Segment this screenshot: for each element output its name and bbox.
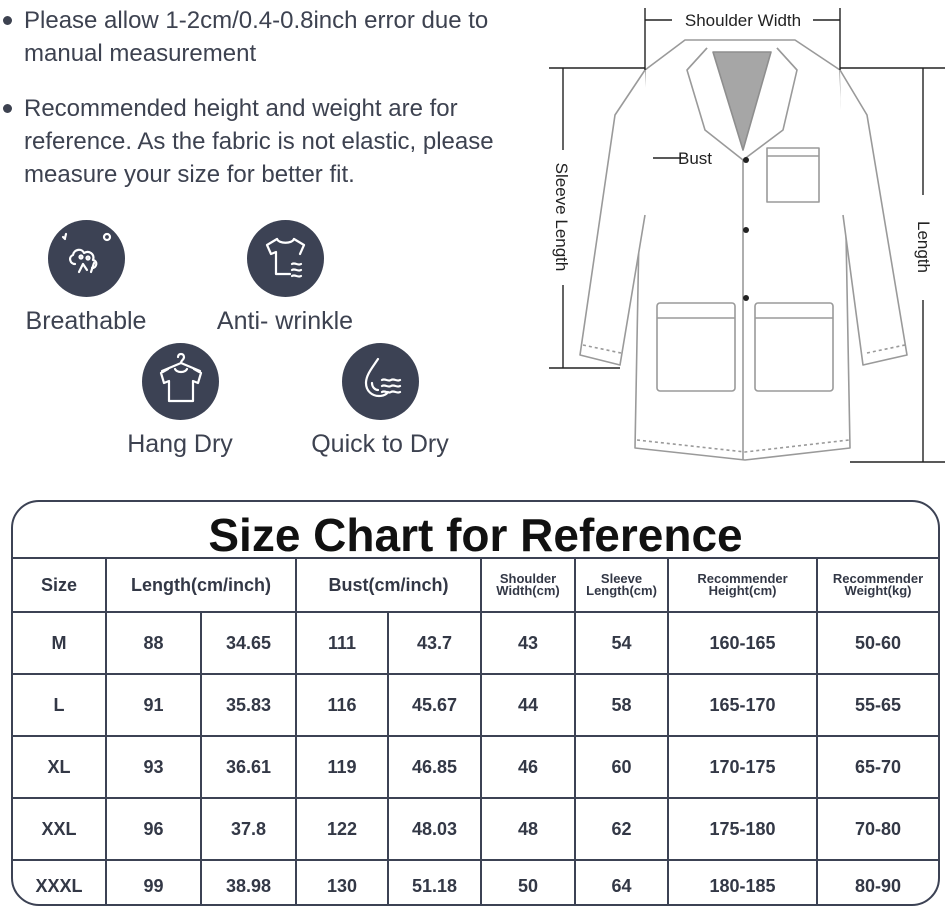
table-row <box>13 736 938 798</box>
cell-bust-cm: 111 <box>296 612 388 674</box>
bullet-icon <box>3 104 12 113</box>
cell-length-cm: 88 <box>106 612 201 674</box>
cell-sleeve: 54 <box>575 612 668 674</box>
cell-height: 175-180 <box>668 798 817 860</box>
cell-bust-inch: 43.7 <box>388 612 481 674</box>
feature-label: Anti- wrinkle <box>216 307 354 335</box>
breathable-icon <box>48 220 125 297</box>
note-text: Please allow 1-2cm/0.4-0.8inch error due to manual measurement <box>24 7 489 67</box>
table-row <box>13 674 938 736</box>
header-recommended-height: Recommender Height(cm) <box>668 558 817 612</box>
cell-length-cm: 93 <box>106 736 201 798</box>
quick-dry-icon <box>342 343 419 420</box>
cell-height: 165-170 <box>668 674 817 736</box>
table-row <box>13 798 938 860</box>
feature-anti-wrinkle <box>185 220 385 336</box>
cell-bust-cm: 130 <box>296 860 388 906</box>
cell-sleeve: 62 <box>575 798 668 860</box>
cell-weight: 50-60 <box>817 612 938 674</box>
cell-bust-inch: 46.85 <box>388 736 481 798</box>
feature-breathable <box>0 220 186 336</box>
cell-shoulder: 50 <box>481 860 575 906</box>
header-bust: Bust(cm/inch) <box>296 558 481 612</box>
cell-size: XXL <box>13 798 106 860</box>
cell-length-inch: 36.61 <box>201 736 296 798</box>
feature-label: Hang Dry <box>127 430 233 458</box>
size-chart <box>11 500 940 906</box>
cell-length-inch: 35.83 <box>201 674 296 736</box>
cell-length-cm: 99 <box>106 860 201 906</box>
table-row <box>13 612 938 674</box>
cell-weight: 80-90 <box>817 860 938 906</box>
cell-weight: 55-65 <box>817 674 938 736</box>
anti-wrinkle-icon <box>247 220 324 297</box>
cell-size: XXXL <box>13 860 106 906</box>
bullet-icon <box>3 16 12 25</box>
cell-bust-cm: 116 <box>296 674 388 736</box>
cell-length-inch: 34.65 <box>201 612 296 674</box>
cell-height: 180-185 <box>668 860 817 906</box>
cell-shoulder: 43 <box>481 612 575 674</box>
header-size: Size <box>13 558 106 612</box>
cell-sleeve: 60 <box>575 736 668 798</box>
cell-size: L <box>13 674 106 736</box>
size-table <box>13 557 938 906</box>
cell-bust-cm: 119 <box>296 736 388 798</box>
cell-weight: 65-70 <box>817 736 938 798</box>
cell-size: XL <box>13 736 106 798</box>
header-recommended-weight: Recommender Weight(kg) <box>817 558 938 612</box>
cell-bust-cm: 122 <box>296 798 388 860</box>
feature-label: Quick to Dry <box>311 430 449 458</box>
table-header-row <box>13 558 938 612</box>
cell-height: 160-165 <box>668 612 817 674</box>
dimension-shoulder-width: Shoulder Width <box>684 11 802 30</box>
cell-height: 170-175 <box>668 736 817 798</box>
header-sleeve-length: Sleeve Length(cm) <box>575 558 668 612</box>
cell-sleeve: 58 <box>575 674 668 736</box>
cell-shoulder: 46 <box>481 736 575 798</box>
note-recommended-size <box>0 92 520 191</box>
cell-bust-inch: 51.18 <box>388 860 481 906</box>
cell-length-inch: 37.8 <box>201 798 296 860</box>
cell-bust-inch: 48.03 <box>388 798 481 860</box>
feature-label: Breathable <box>25 307 147 335</box>
coat-outline-icon <box>580 40 907 460</box>
cell-length-inch: 38.98 <box>201 860 296 906</box>
hang-dry-icon <box>142 343 219 420</box>
feature-hang-dry <box>80 343 280 459</box>
table-row <box>13 860 938 906</box>
lab-coat-diagram <box>545 0 950 470</box>
cell-sleeve: 64 <box>575 860 668 906</box>
cell-size: M <box>13 612 106 674</box>
cell-shoulder: 48 <box>481 798 575 860</box>
header-shoulder-width: Shoulder Width(cm) <box>481 558 575 612</box>
header-length: Length(cm/inch) <box>106 558 296 612</box>
note-measurement-error <box>0 4 520 70</box>
cell-length-cm: 96 <box>106 798 201 860</box>
cell-length-cm: 91 <box>106 674 201 736</box>
cell-shoulder: 44 <box>481 674 575 736</box>
dimension-sleeve-length: Sleeve Length <box>552 162 571 272</box>
dimension-bust: Bust <box>678 149 713 168</box>
cell-bust-inch: 45.67 <box>388 674 481 736</box>
size-chart-title: Size Chart for Reference <box>208 509 743 561</box>
dimension-length: Length <box>914 221 933 273</box>
note-text: Recommended height and weight are for reference. As the fabric is not elastic, please measure your size for better fit. <box>24 95 494 188</box>
feature-quick-dry <box>280 343 480 459</box>
cell-weight: 70-80 <box>817 798 938 860</box>
